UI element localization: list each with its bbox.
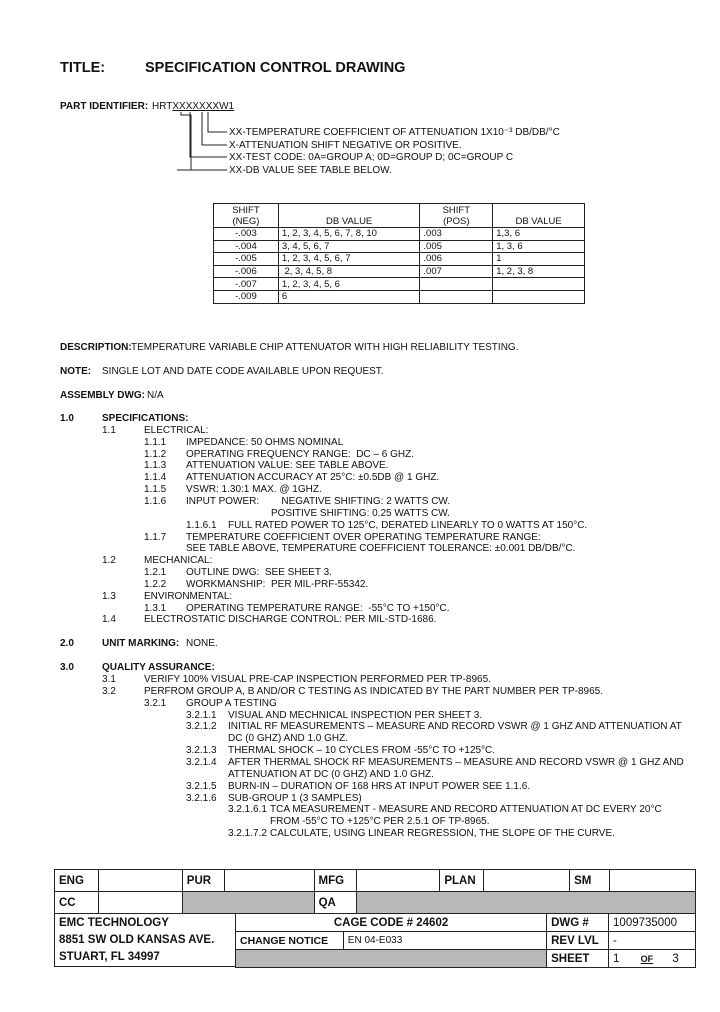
rev-value: - [609, 932, 696, 950]
table-cell: -.003 [214, 228, 279, 241]
company-block [54, 913, 235, 967]
table-cell: .003 [420, 228, 493, 241]
outline-number: 1.1.1 [144, 436, 167, 448]
outline-text: MECHANICAL: [144, 555, 213, 567]
table-row [214, 265, 585, 278]
outline-number: 1.1.6 [144, 495, 167, 507]
outline-text: TEMPERATURE COEFFICIENT OVER OPERATING TEMPERATURE RANGE: [186, 531, 541, 543]
outline-number: 1.1.2 [144, 448, 167, 460]
table-cell: -.007 [214, 278, 279, 291]
assembly-value: N/A [147, 390, 164, 401]
outline-text: VISUAL AND MECHNICAL INSPECTION PER SHEET 3. [228, 709, 483, 721]
sheet-label: SHEET [547, 950, 609, 968]
table-cell [493, 278, 585, 291]
unit-marking-value: NONE. [186, 638, 218, 649]
outline-number: 3.1 [102, 674, 116, 685]
table-cell: 3, 4, 5, 6, 7 [278, 240, 420, 253]
outline-number: 1.3.1 [144, 602, 167, 614]
cage-code: CAGE CODE # 24602 [236, 914, 547, 932]
outline-text: INITIAL RF MEASUREMENTS – MEASURE AND RECORD VSWR @ 1 GHZ AND ATTENUATION AT [228, 721, 682, 733]
outline-number: 3.2.1.1 [186, 709, 217, 721]
description-value: TEMPERATURE VARIABLE CHIP ATTENUATOR WITH HIGH RELIABILITY TESTING. [131, 342, 519, 353]
part-note-2: X-ATTENUATION SHIFT NEGATIVE OR POSITIVE. [229, 140, 462, 151]
table-cell [493, 290, 585, 303]
title-label: TITLE: [60, 60, 106, 76]
table-row [214, 290, 585, 303]
note-value: SINGLE LOT AND DATE CODE AVAILABLE UPON REQUEST. [102, 366, 384, 377]
table-row [214, 240, 585, 253]
table-cell: -.006 [214, 265, 279, 278]
gray-cell [182, 892, 314, 914]
company-city: STUART, FL 34997 [59, 951, 160, 963]
outline-number: 3.2.1.7.2 [228, 828, 267, 840]
part-note-4: XX-DB VALUE SEE TABLE BELOW. [229, 165, 392, 176]
table-cell: .005 [420, 240, 493, 253]
part-identifier-value [152, 101, 234, 112]
note-label: NOTE: [60, 366, 92, 377]
drawing-info-block [235, 913, 696, 968]
assembly-label: ASSEMBLY DWG: [60, 390, 146, 401]
sm-value [610, 870, 696, 892]
eng-label: ENG [55, 870, 99, 892]
pur-label: PUR [182, 870, 224, 892]
outline-text: GROUP A TESTING [186, 697, 277, 709]
outline-text: CALCULATE, USING LINEAR REGRESSION, THE SLOPE OF THE CURVE. [270, 828, 615, 840]
sm-label: SM [570, 870, 610, 892]
shift-table [213, 203, 585, 304]
dwg-value: 1009735000 [609, 914, 696, 932]
qa-label: QUALITY ASSURANCE: [102, 662, 215, 673]
gray-cell [236, 950, 547, 968]
outline-number: 1.2.1 [144, 567, 167, 579]
outline-text: DC (0 GHZ) AND 1.0 GHZ. [228, 733, 349, 745]
plan-label: PLAN [440, 870, 484, 892]
table-cell: .006 [420, 253, 493, 266]
table-cell [420, 290, 493, 303]
outline-number: 1.2.2 [144, 578, 167, 590]
qa-approval-value [356, 892, 695, 914]
outline-number: 1.0 [60, 413, 74, 424]
outline-number: 1.1.3 [144, 460, 167, 472]
leader-line-4 [181, 112, 227, 170]
outline-text: OPERATING FREQUENCY RANGE: DC – 6 GHZ. [186, 448, 414, 460]
outline-number: 3.2.1.2 [186, 721, 217, 733]
table-cell: .007 [420, 265, 493, 278]
cc-value [98, 892, 182, 914]
outline-text: VERIFY 100% VISUAL PRE-CAP INSPECTION PERFORMED PER TP-8965. [144, 674, 491, 685]
header-db-value-neg: DB VALUE [278, 204, 420, 228]
cc-label: CC [55, 892, 99, 914]
outline-number: 1.1.4 [144, 472, 167, 484]
table-cell [420, 278, 493, 291]
outline-number: 1.1.6.1 [186, 519, 217, 531]
page-title: SPECIFICATION CONTROL DRAWING [145, 60, 406, 76]
outline-text: THERMAL SHOCK – 10 CYCLES FROM -55°C TO +125°C. [228, 745, 496, 757]
outline-number: 1.1.7 [144, 531, 167, 543]
unit-marking-label: UNIT MARKING: [102, 638, 180, 649]
sheet-total: 3 [672, 952, 679, 965]
table-cell: 1, 2, 3, 4, 5, 6 [278, 278, 420, 291]
table-cell: 1, 2, 3, 4, 5, 6, 7, 8, 10 [278, 228, 420, 241]
outline-text: ELECTRICAL: [144, 424, 209, 436]
outline-number: 3.2.1.3 [186, 745, 217, 757]
table-cell: -.009 [214, 290, 279, 303]
approval-row-1 [54, 869, 696, 892]
outline-text: SPECIFICATIONS: [102, 413, 189, 424]
approval-row-2 [54, 891, 696, 914]
outline-text: WORKMANSHIP: PER MIL-PRF-55342. [186, 578, 369, 590]
outline-text: INPUT POWER: NEGATIVE SHIFTING: 2 WATTS CW. [186, 495, 451, 507]
outline-text: OUTLINE DWG: SEE SHEET 3. [186, 567, 332, 579]
table-cell: 1 [493, 253, 585, 266]
company-name: EMC TECHNOLOGY [59, 917, 169, 929]
outline-number: 3.2.1.6 [186, 792, 217, 804]
table-cell: 1, 2, 3, 8 [493, 265, 585, 278]
part-note-3: XX-TEST CODE: 0A=GROUP A; 0D=GROUP D; 0C=GROUP C [229, 152, 514, 163]
part-prefix: HRT [152, 101, 173, 112]
outline-number: 3.2.1.4 [186, 756, 217, 768]
outline-text: TCA MEASUREMENT - MEASURE AND RECORD ATTENUATION AT DC EVERY 20°C [270, 804, 662, 816]
table-cell: 2, 3, 4, 5, 8 [278, 265, 420, 278]
description-label: DESCRIPTION: [60, 342, 132, 353]
outline-text: SEE TABLE ABOVE, TEMPERATURE COEFFICIENT TOLERANCE: ±0.001 DB/DB/°C. [186, 543, 576, 555]
qa-approval-label: QA [314, 892, 356, 914]
outline-text: AFTER THERMAL SHOCK RF MEASUREMENTS – MEASURE AND RECORD VSWR @ 1 GHZ AND [228, 756, 684, 768]
outline-text: ATTENUATION VALUE: SEE TABLE ABOVE. [186, 460, 389, 472]
header-db-value-pos: DB VALUE [493, 204, 585, 228]
outline-text: ENVIRONMENTAL: [144, 590, 233, 602]
sheet-of: OF [640, 953, 654, 964]
table-row [214, 278, 585, 291]
table-cell: 1, 3, 6 [493, 240, 585, 253]
header-shift-neg: SHIFT (NEG) [214, 204, 279, 228]
outline-text: FULL RATED POWER TO 125°C, DERATED LINEARLY TO 0 WATTS AT 150°C. [228, 519, 588, 531]
outline-number: 1.1.5 [144, 484, 167, 496]
company-address: 8851 SW OLD KANSAS AVE. [59, 934, 215, 946]
shift-table-header [214, 204, 585, 228]
part-code: XXXXXXXW1 [172, 101, 235, 112]
leader-line-2 [202, 112, 227, 145]
sheet-number: 1 [613, 952, 620, 965]
outline-text: ATTENUATION ACCURACY AT 25°C: ±0.5DB @ 1 GHZ. [186, 472, 440, 484]
part-identifier-label: PART IDENTIFIER: [60, 101, 149, 112]
outline-text: IMPEDANCE: 50 OHMS NOMINAL [186, 436, 344, 448]
mfg-label: MFG [314, 870, 356, 892]
pur-value [224, 870, 314, 892]
table-cell: -.004 [214, 240, 279, 253]
eng-value [98, 870, 182, 892]
table-row [214, 253, 585, 266]
rev-label: REV LVL [547, 932, 609, 950]
outline-text: BURN-IN – DURATION OF 168 HRS AT INPUT POWER SEE 1.1.6. [228, 780, 531, 792]
outline-text: VSWR: 1.30:1 MAX. @ 1GHZ. [186, 484, 322, 496]
qa-num: 3.0 [60, 662, 74, 673]
table-row [214, 228, 585, 241]
outline-number: 1.3 [102, 590, 116, 602]
table-cell: -.005 [214, 253, 279, 266]
outline-text: ELECTROSTATIC DISCHARGE CONTROL: PER MIL-STD-1686. [144, 614, 437, 626]
mfg-value [356, 870, 440, 892]
dwg-label: DWG # [547, 914, 609, 932]
table-cell: 1, 2, 3, 4, 5, 6, 7 [278, 253, 420, 266]
leader-line-1 [208, 112, 227, 132]
outline-number: 3.2.1.5 [186, 780, 217, 792]
outline-text: OPERATING TEMPERATURE RANGE: -55°C TO +150°C. [186, 602, 450, 614]
outline-text: PERFROM GROUP A, B AND/OR C TESTING AS INDICATED BY THE PART NUMBER PER TP-8965. [144, 685, 603, 697]
outline-number: 1.2 [102, 555, 116, 567]
change-notice-label: CHANGE NOTICE [236, 932, 344, 950]
outline-text: POSITIVE SHIFTING: 0.25 WATTS CW. [271, 507, 450, 519]
unit-marking-num: 2.0 [60, 638, 74, 649]
sheet-value [609, 950, 696, 968]
outline-number: 1.1 [102, 424, 116, 436]
part-note-1: XX-TEMPERATURE COEFFICIENT OF ATTENUATION 1X10⁻³ DB/DB/°C [229, 127, 560, 138]
outline-number: 3.2.1 [144, 697, 167, 709]
outline-text: SUB-GROUP 1 (3 SAMPLES) [228, 792, 362, 804]
table-cell: 1,3, 6 [493, 228, 585, 241]
plan-value [484, 870, 570, 892]
outline-number: 3.2.1.6.1 [228, 804, 267, 816]
outline-number: 1.4 [102, 614, 116, 626]
header-shift-pos: SHIFT (POS) [420, 204, 493, 228]
change-notice-value: EN 04-E033 [343, 932, 546, 950]
outline-number: 3.2 [102, 685, 116, 697]
table-cell: 6 [278, 290, 420, 303]
outline-text: FROM -55°C TO +125°C PER 2.5.1 OF TP-8965. [270, 816, 490, 828]
outline-text: ATTENUATION AT DC (0 GHZ) AND 1.0 GHZ. [228, 768, 434, 780]
